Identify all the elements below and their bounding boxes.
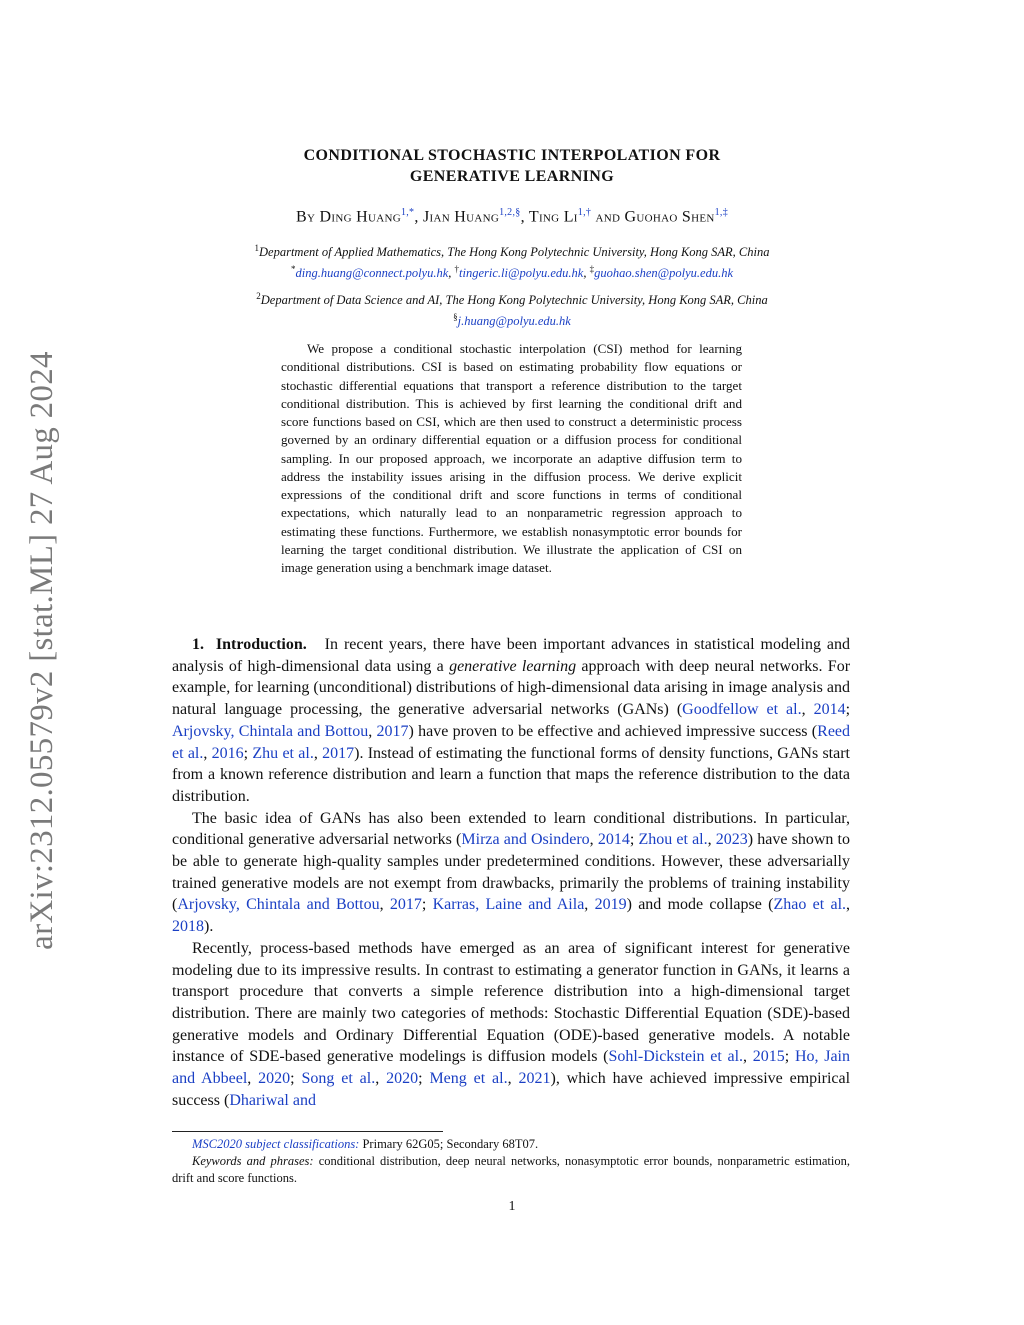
author-prefix: By <box>295 208 320 226</box>
author-2-affiliation-link[interactable]: 1,2,§ <box>499 207 521 218</box>
email-marker: ‡ <box>589 264 595 275</box>
author-separator: , <box>414 208 423 226</box>
citation-ho-2020[interactable]: Ho, Jain and Abbeel <box>172 1048 851 1088</box>
keywords-label: Keywords and phrases: <box>192 1154 314 1168</box>
citation-year-link[interactable]: 2017 <box>376 722 409 740</box>
author-separator: , <box>520 208 529 226</box>
text-run: approach with deep neural networks. For example, for learning (unconditional) distributions of high-dimensional data arising in image analysis and natural language processing, the generative adversarial networks (GANs) ( <box>172 657 851 719</box>
introduction-section <box>172 634 850 1111</box>
arxiv-identifier-stamp[interactable] <box>14 344 70 956</box>
abstract-text: We propose a conditional stochastic interpolation (CSI) method for learning conditional distributions. CSI is based on estimating probability flow equations or stochastic differential equations that transport a reference distribution to the target conditional distribution. This is achieved by first learning the conditional drift and score functions based on CSI, which are then used to construct a deterministic process governed by an ordinary differential equation or a diffusion process for conditional sampling. In our proposed approach, we incorporate an adaptive diffusion term to address the instability issues arising in the diffusion process. We derive explicit expressions of the conditional drift and score functions in terms of conditional expectations, which naturally lead to an nonparametric regression approach to estimating these functions. Furthermore, we establish nonasymptotic error bounds for learning the target conditional distribution. We illustrate the application of CSI on image generation using a benchmark image dataset. <box>281 341 742 575</box>
footnote-msc <box>172 1136 850 1153</box>
abstract <box>281 340 742 577</box>
citation-year-link[interactable]: 2019 <box>594 896 627 914</box>
msc-codes: Primary 62G05; Secondary 68T07. <box>359 1137 539 1151</box>
email-marker: § <box>453 312 458 323</box>
text-run: In recent years, there have been important advances in statistical modeling and analysis of high-dimensional data using a <box>172 636 851 675</box>
citation-arjovsky-2017[interactable]: Arjovsky, Chintala and Bottou <box>172 722 369 740</box>
text-run: ). Instead of estimating the functional forms of density functions, GANs start from a known reference distribution and learn a function that maps the reference distribution to the data distribution. <box>172 744 850 805</box>
text-run: ) and mode collapse ( <box>626 896 774 914</box>
author-ting-li: Ting Li <box>528 208 578 226</box>
affiliation-2-department: Department of Data Science and AI, The Hong Kong Polytechnic University, Hong Kong SAR, China <box>260 293 768 308</box>
citation-year-link[interactable]: 2017 <box>389 896 422 914</box>
citation-year-link[interactable]: 2023 <box>715 831 748 849</box>
section-heading: Introduction. <box>215 636 307 653</box>
text-run: ) have shown to be able to generate high-quality samples under predetermined conditions. However, these adversarially trained generative models are not exempt from drawbacks, primarily the problems of training instability ( <box>172 831 851 914</box>
affiliation-2-marker: 2 <box>256 291 261 301</box>
citation-meng-2021[interactable]: Meng et al. <box>429 1070 508 1088</box>
intro-paragraph-2: The basic idea of GANs has also been extended to learn conditional distributions. In particular, conditional generative adversarial networks (Mirza and Osindero, 2014; Zhou et al., 2023) have shown to be able to generate high-quality samples under predetermined conditions. However, these adversarially trained generative models are not exempt from drawbacks, primarily the problems of training instability (Arjovsky, Chintala and Bottou, 2017; Karras, Laine and Aila, 2019) and mode collapse (Zhao et al., 2018). <box>172 809 851 936</box>
citation-year-link[interactable]: 2017 <box>322 744 355 762</box>
affiliation-1-department: Department of Applied Mathematics, The Hong Kong Polytechnic University, Hong Kong SAR, China <box>259 245 770 260</box>
paper-title <box>172 145 852 187</box>
footnotes <box>172 1136 850 1187</box>
email-link-jian-huang[interactable]: j.huang@polyu.edu.hk <box>457 314 571 329</box>
citation-year-link[interactable]: 2015 <box>752 1048 785 1066</box>
text-run: ), which have achieved impressive empirical success ( <box>172 1070 851 1109</box>
citation-song-2020[interactable]: Song et al. <box>301 1070 376 1088</box>
text-run: ). <box>204 918 214 936</box>
arxiv-identifier-text: arXiv:2312.05579v2 [stat.ML] 27 Aug 2024 <box>23 350 60 950</box>
author-3-affiliation-link[interactable]: 1,† <box>577 207 592 218</box>
footnote-divider <box>172 1131 443 1132</box>
keywords-text: conditional distribution, deep neural networks, nonasymptotic error bounds, nonparametric estimation, drift and score functions. <box>172 1154 851 1185</box>
citation-dhariwal[interactable]: Dhariwal and <box>229 1091 316 1109</box>
email-link-ding-huang[interactable]: ding.huang@connect.polyu.hk <box>295 266 449 281</box>
email-marker: * <box>290 264 296 275</box>
email-link-guohao-shen[interactable]: guohao.shen@polyu.edu.hk <box>594 266 734 281</box>
intro-paragraph-3: Recently, process-based methods have emerged as an area of significant interest for generative modeling due to its impressive results. In contrast to estimating a generator function in GANs, it learns a transport procedure that converts a simple reference distribution into a high-dimensional target distribution. There are mainly two categories of methods: Stochastic Differential Equation (SDE)-based generative models and Ordinary Differential Equation (ODE)-based generative models. A notable instance of SDE-based generative modelings is diffusion models (Sohl-Dickstein et al., 2015; Ho, Jain and Abbeel, 2020; Song et al., 2020; Meng et al., 2021), which have achieved impressive empirical success (Dhariwal and <box>172 939 851 1109</box>
author-jian-huang: Jian Huang <box>422 208 500 226</box>
page-number: 1 <box>508 1199 516 1214</box>
citation-year-link[interactable]: 2020 <box>258 1070 291 1088</box>
email-link-ting-li[interactable]: tingeric.li@polyu.edu.hk <box>459 266 584 281</box>
author-guohao-shen: Guohao Shen <box>624 208 715 226</box>
citation-year-link[interactable]: 2021 <box>518 1070 551 1088</box>
text-run: Recently, process-based methods have emerged as an area of significant interest for generative modeling due to its impressive results. In contrast to estimating a generator function in GANs, it learns a transport procedure that converts a simple reference distribution into a high-dimensional target distribution. There are mainly two categories of methods: Stochastic Differential Equation (SDE)-based generative models and Ordinary Differential Equation (ODE)-based generative models. A notable instance of SDE-based generative modelings is diffusion models ( <box>172 939 850 1066</box>
msc-classification-link[interactable]: MSC2020 subject classifications: <box>192 1137 360 1151</box>
intro-paragraph-1: 1. Introduction. In recent years, there have been important advances in statistical modeling and analysis of high-dimensional data using a generative learning approach with deep neural networks. For example, for learning (unconditional) distributions of high-dimensional data arising in image analysis and natural language processing, the generative adversarial networks (GANs) (Goodfellow et al., 2014; Arjovsky, Chintala and Bottou, 2017) have proven to be effective and achieved impressive success (Reed et al., 2016; Zhu et al., 2017). Instead of estimating the functional forms of density functions, GANs start from a known reference distribution and learn a function that maps the reference distribution to the data distribution. <box>172 636 851 805</box>
affiliation-2 <box>172 288 852 330</box>
citation-sohl-dickstein-2015[interactable]: Sohl-Dickstein et al. <box>608 1048 744 1066</box>
author-separator: and <box>591 208 625 226</box>
citation-year-link[interactable]: 2018 <box>172 918 204 936</box>
footnote-keywords <box>172 1153 850 1187</box>
text-run: ) have proven to be effective and achieved impressive success ( <box>408 722 818 740</box>
citation-zhou-2023[interactable]: Zhou et al. <box>638 831 708 849</box>
citation-zhao-2018[interactable]: Zhao et al. <box>773 896 847 914</box>
author-1-affiliation-link[interactable]: 1,* <box>400 207 415 218</box>
title-line-2: GENERATIVE LEARNING <box>409 168 615 185</box>
title-line-1: CONDITIONAL STOCHASTIC INTERPOLATION FOR <box>303 147 721 164</box>
text-run: The basic idea of GANs has also been extended to learn conditional distributions. In particular, conditional generative adversarial networks ( <box>172 809 850 849</box>
section-number: 1. <box>192 636 204 653</box>
citation-year-link[interactable]: 2014 <box>597 831 630 849</box>
citation-year-link[interactable]: 2020 <box>386 1070 419 1088</box>
citation-zhu-2017[interactable]: Zhu et al. <box>252 744 314 762</box>
citation-arjovsky-2017[interactable]: Arjovsky, Chintala and Bottou <box>177 896 380 914</box>
author-ding-huang: Ding Huang <box>319 208 401 226</box>
author-list <box>172 207 852 226</box>
emphasis-generative-learning: generative learning <box>449 657 577 675</box>
citation-mirza-2014[interactable]: Mirza and Osindero <box>461 831 590 849</box>
affiliation-1: $^1$Department of Applied Mathematics, The Hong Kong Polytechnic University, Hong Kong SAR, China *ding.huang@connect.polyu.hk, †tingeric.li@polyu.edu.hk, ‡guohao.shen@polyu.edu.hk <box>254 243 770 281</box>
citation-year-link[interactable]: 2014 <box>813 701 846 719</box>
citation-year-link[interactable]: 2016 <box>211 744 244 762</box>
citation-reed-2016[interactable]: Reed et al. <box>172 722 851 762</box>
citation-goodfellow-2014[interactable]: Goodfellow et al. <box>682 701 802 719</box>
citation-karras-2019[interactable]: Karras, Laine and Aila <box>432 896 585 914</box>
affiliation-1-marker: 1 <box>254 243 260 253</box>
author-4-affiliation-link[interactable]: 1,‡ <box>714 207 729 218</box>
email-marker: † <box>454 264 460 275</box>
